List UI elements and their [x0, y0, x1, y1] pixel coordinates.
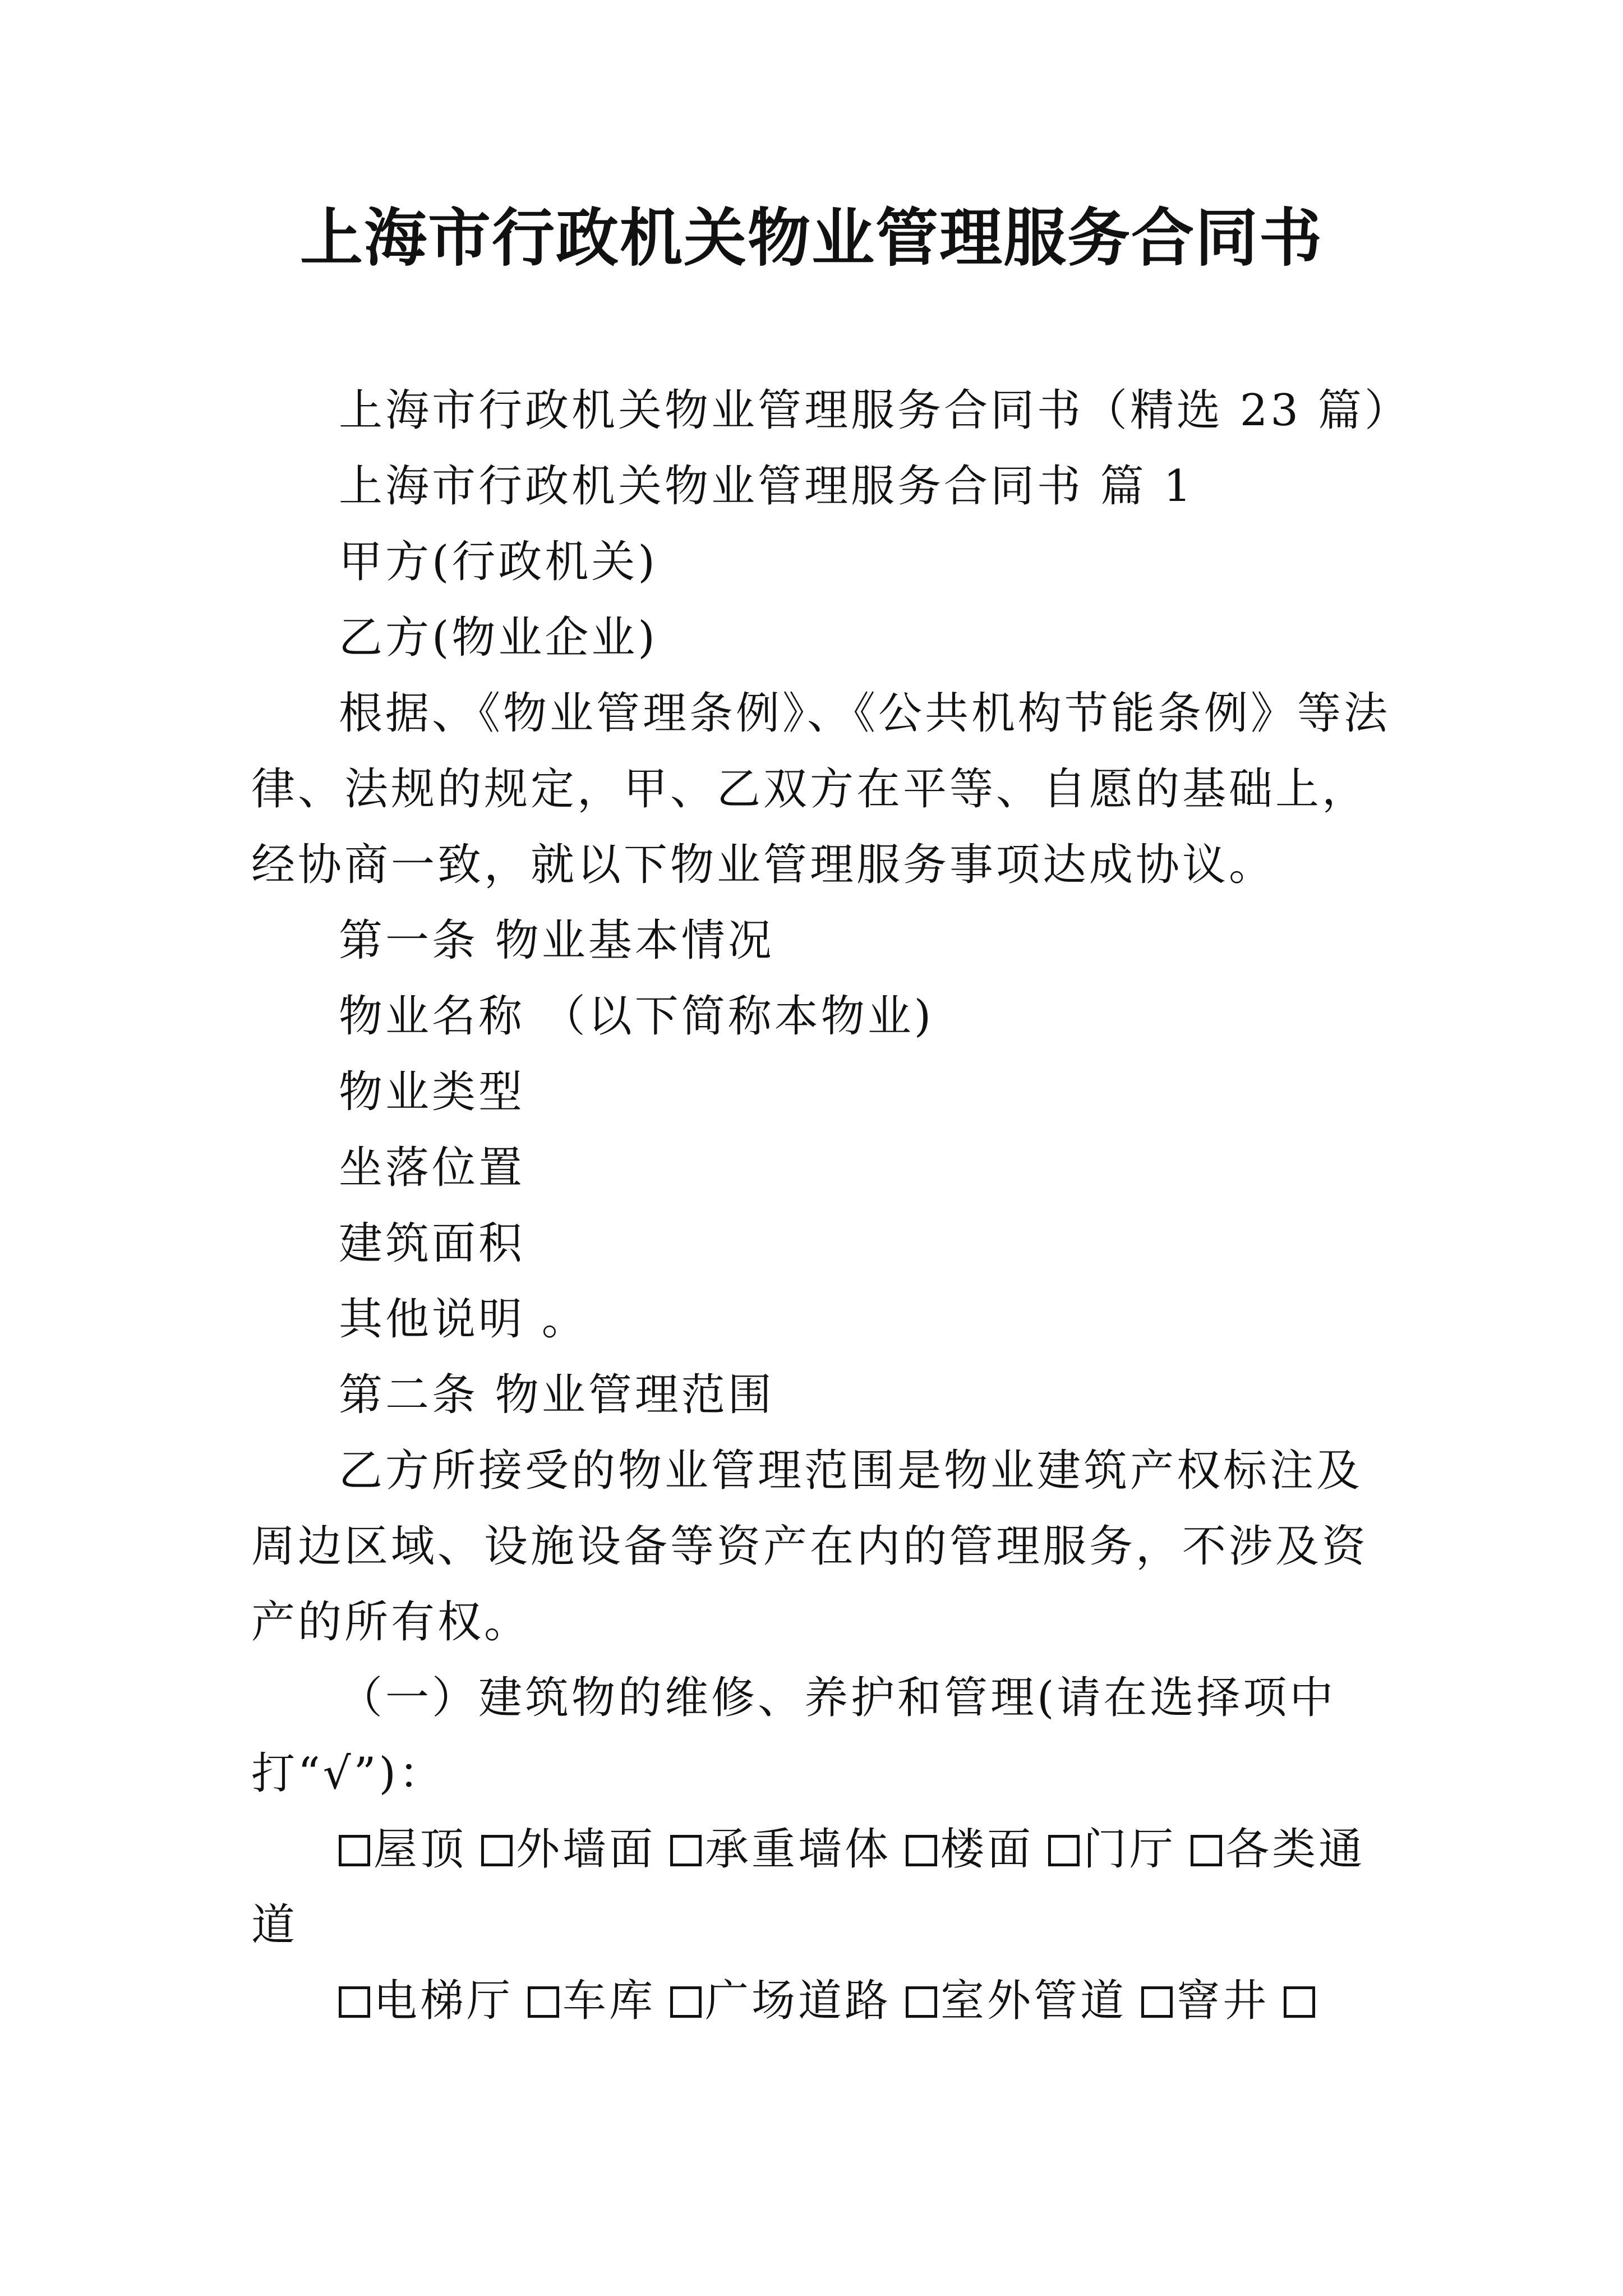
check-item[interactable] [906, 1824, 1034, 1875]
check-label: 广场道路 [705, 1976, 892, 2026]
check-label: 承重墙体 [705, 1824, 892, 1875]
checkbox-icon[interactable] [906, 1835, 937, 1866]
paragraph-property-type: 物业类型 [339, 1067, 525, 1117]
paragraph-basis: 根据、《物业管理条例》、《公共机构节能条例》等法律、法规的规定，甲、乙双方在平等、自愿的基础上，经协商一致，就以下物业管理服务事项达成协议。 [251, 688, 1391, 890]
checkbox-icon[interactable] [339, 1835, 370, 1866]
check-item[interactable] [339, 1976, 513, 2026]
checkbox-icon[interactable] [1191, 1835, 1222, 1866]
document-body [251, 373, 1411, 2039]
paragraph-property-name: 物业名称 （以下简称本物业) [339, 991, 934, 1042]
check-label: 楼面 [940, 1824, 1034, 1875]
paragraph-floor-area: 建筑面积 [339, 1218, 525, 1269]
checklist-row-2 [251, 1963, 1407, 2039]
check-item[interactable] [528, 1976, 656, 2026]
check-label: 屋顶 [374, 1824, 467, 1875]
paragraph-subtitle: 上海市行政机关物业管理服务合同书（精选 23 篇） [339, 385, 1411, 436]
check-item[interactable] [481, 1824, 656, 1875]
document-title: 上海市行政机关物业管理服务合同书 [300, 201, 1323, 275]
check-item[interactable] [670, 1976, 891, 2026]
paragraph-article-1: 第一条 物业基本情况 [339, 915, 774, 966]
paragraph-scope: 乙方所接受的物业管理范围是物业建筑产权标注及周边区域、设施设备等资产在内的管理服务，不涉及资产的所有权。 [251, 1446, 1369, 1648]
check-label: 室外管道 [940, 1976, 1127, 2026]
paragraph-article-2: 第二条 物业管理范围 [339, 1370, 774, 1420]
checkbox-icon[interactable] [528, 1986, 559, 2018]
check-label: 门厅 [1083, 1824, 1177, 1875]
paragraph-party-a: 甲方(行政机关) [339, 537, 658, 587]
paragraph-party-b: 乙方(物业企业) [339, 613, 658, 663]
check-label: 各类通道 [251, 1824, 1366, 1950]
checkbox-icon[interactable] [1048, 1835, 1080, 1866]
check-item[interactable] [339, 1824, 467, 1875]
check-item[interactable] [1284, 1976, 1318, 2026]
paragraph-section-heading: 上海市行政机关物业管理服务合同书 篇 1 [339, 461, 1195, 512]
checkbox-icon[interactable] [906, 1986, 937, 2018]
check-label: 外墙面 [516, 1824, 656, 1875]
checkbox-icon[interactable] [1284, 1986, 1315, 2018]
check-item[interactable] [1048, 1824, 1176, 1875]
checkbox-icon[interactable] [481, 1835, 513, 1866]
paragraph-location: 坐落位置 [339, 1143, 525, 1193]
checkbox-icon[interactable] [339, 1986, 370, 2018]
check-label: 电梯厅 [374, 1976, 514, 2026]
check-item[interactable] [906, 1976, 1127, 2026]
paragraph-building-maintenance: （一）建筑物的维修、养护和管理(请在选择项中打“√”)： [251, 1673, 1336, 1799]
check-label: 车库 [562, 1976, 656, 2026]
paragraph-other-notes: 其他说明 。 [339, 1294, 588, 1345]
checkbox-icon[interactable] [670, 1986, 702, 2018]
check-item[interactable] [1141, 1976, 1269, 2026]
check-label: 窨井 [1176, 1976, 1270, 2026]
checkbox-icon[interactable] [1141, 1986, 1173, 2018]
checkbox-icon[interactable] [670, 1835, 702, 1866]
check-item[interactable] [670, 1824, 891, 1875]
checklist-row-1 [251, 1812, 1407, 1963]
